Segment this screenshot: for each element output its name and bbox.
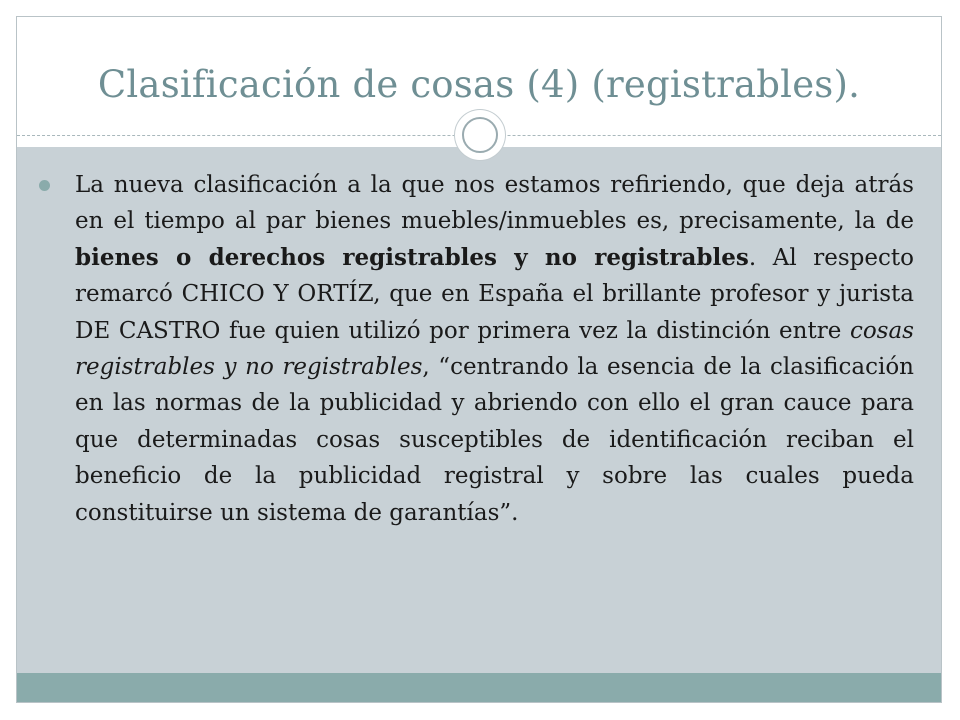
text-segment: , “centrando la esencia de la clasificación en las normas de la publicidad y abriendo con ello el gran cauce para que determinadas cosas susceptibles de identificación reciban el beneficio de la publicidad registral y sobre las cuales pueda constituirse un sistema de garantías”.: [75, 354, 914, 526]
content-area: [17, 147, 941, 673]
italic-text: cosas registrables y no registrables: [75, 317, 914, 381]
footer-band: [17, 673, 941, 703]
slide-title: Clasificación de cosas (4) (registrables).: [97, 63, 861, 106]
bullet-icon: [39, 180, 50, 191]
bold-text: bienes o derechos registrables y no registrables: [75, 243, 749, 271]
text-segment: La nueva clasificación a la que nos estamos refiriendo, que deja atrás en el tiempo al par bienes muebles/inmuebles es, precisamente, la de: [75, 172, 914, 235]
text-segment: . Al respecto remarcó CHICO Y ORTÍZ, que en España el brillante profesor y jurista DE CASTRO fue quien utilizó por primera vez la distinción entre: [75, 244, 914, 344]
bullet-item: [39, 167, 914, 531]
circle-ornament-inner: [462, 117, 498, 153]
circle-ornament-icon: [455, 110, 505, 160]
bullet-text: [75, 167, 914, 531]
slide-frame: [16, 16, 942, 703]
